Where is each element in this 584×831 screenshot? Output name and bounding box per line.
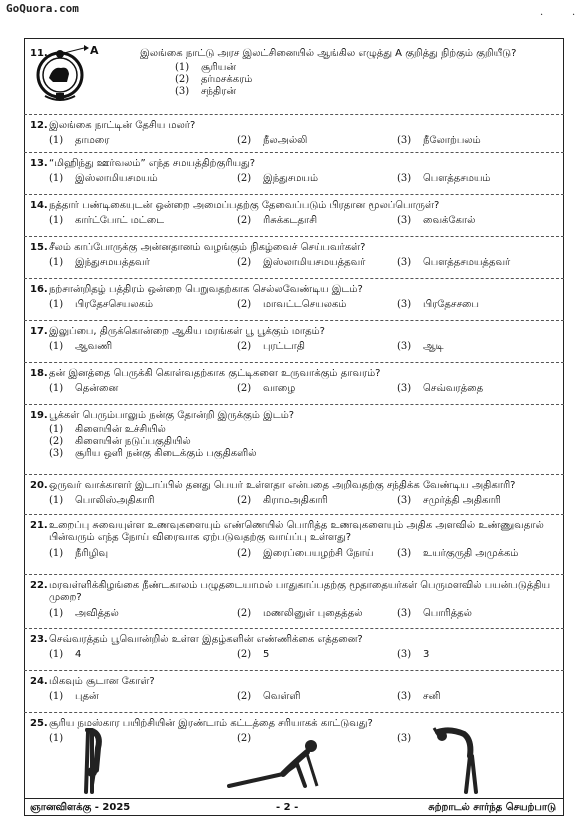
option-text: பிரதேசசபை [423,299,479,310]
page-footer [24,798,564,816]
option-label: (1) [49,257,64,268]
option-label: (2) [237,257,252,268]
answer-option-3[interactable] [397,341,444,353]
option-text: தாமரை [75,135,110,146]
answer-option-2[interactable] [237,173,318,185]
option-text: கிராமஅதிகாரி [263,495,328,506]
answer-option-2[interactable] [237,257,365,269]
option-text: சமுர்த்தி அதிகாரி [423,495,501,506]
option-label: (3) [397,649,412,660]
option-text: வைக்கோல் [423,215,476,226]
option-label: (1) [49,691,64,702]
answer-option-2[interactable] [237,299,346,311]
question-24 [30,676,558,716]
answer-option-1[interactable] [49,383,118,395]
option-text: சூரிய ஒளி நன்கு கிடைக்கும் பகுதிகளில் [75,448,257,459]
answer-option-2[interactable] [49,436,191,448]
option-label: (1) [49,299,64,310]
question-text: “மிஹிந்து ஊர்வலம்” எந்த சமயத்திற்குரியது? [49,158,256,169]
option-label: (2) [237,215,252,226]
option-label: (2) [237,383,252,394]
answer-option-3[interactable] [397,649,429,661]
question-separator [24,114,564,115]
option-label: (3) [397,215,412,226]
question-16 [30,284,558,324]
option-label: (2) [237,299,252,310]
question-number: 18. [30,368,48,379]
question-text: சீலம் காப்போருக்கு அன்னதானம் வழங்கும் நிகழ்வைச் செய்பவர்கள்? [49,242,366,253]
question-19 [30,410,558,459]
answer-option-2[interactable] [237,649,269,661]
option-text: புரட்டாதி [263,341,305,352]
answer-option-1[interactable] [175,62,236,74]
question-number: 14. [30,200,48,211]
option-text: தென்னை [75,383,119,394]
question-separator [24,628,564,629]
option-text: ஆடி [423,341,444,352]
option-text: இஸ்லாமியசமயம் [75,173,158,184]
option-label: (3) [397,733,412,744]
option-text: கிளையின் உச்சியில் [75,424,166,435]
question-text: நற்சான்றிதழ் பத்திரம் ஒன்றை பெறுவதற்காக செல்லவேண்டிய இடம்? [49,284,363,295]
question-number: 15. [30,242,48,253]
option-text: நீலஅல்லி [263,135,308,146]
answer-option-3[interactable] [397,299,479,311]
option-label: (1) [49,608,64,619]
option-label: (3) [397,608,412,619]
question-text: இலங்கை நாட்டின் தேசிய மலர்? [49,120,196,131]
option-text: வெள்ளி [263,691,301,702]
option-text: சனி [423,691,441,702]
option-text: கிளையின் நடுப்பகுதியில் [75,436,191,447]
option-label: (2) [237,173,252,184]
option-text: 4 [75,649,82,660]
option-label: (3) [397,691,412,702]
option-label: (3) [397,548,412,559]
question-separator [24,278,564,279]
option-label: (2) [237,548,252,559]
answer-option-3[interactable] [397,383,483,395]
question-separator [24,712,564,713]
answer-option-3[interactable] [397,733,423,745]
question-text: செவ்வரத்தம் பூவொன்றில் உள்ள இதழ்களின் எண்ணிக்கை எத்தனை? [49,634,363,645]
question-12 [30,120,558,160]
question-number: 11. [30,48,48,59]
answer-option-2[interactable] [237,608,363,620]
option-label: (3) [397,383,412,394]
answer-option-3[interactable] [397,608,472,620]
option-text: கார்ட்போட் மட்டை [75,215,165,226]
option-text: சந்திரன் [201,86,237,97]
question-13 [30,158,558,198]
question-separator [24,320,564,321]
question-text: இலங்கை நாட்டு அரச இலட்சினையில் ஆங்கில எழுத்து A குறித்து நிற்கும் குறியீடு? [140,48,517,59]
option-text: நீலோற்பலம் [423,135,481,146]
option-text: பௌத்தசமயம் [423,173,491,184]
question-11 [30,48,558,97]
question-number: 19. [30,410,48,421]
question-number: 12. [30,120,48,131]
option-label: (1) [49,733,64,744]
option-label: (2) [237,649,252,660]
option-text: தர்மசக்கரம் [201,74,253,85]
page-number: - 2 - [276,802,299,813]
option-text: பொலிஸ்அதிகாரி [75,495,155,506]
question-text: உறைப்பு சுவையுள்ள உணவுகளையும் எண்ணெயில் பொரித்த உணவுகளையும் அதிக அளவில் உண்ணுவதால் பின்வரும் எந்த நோய் விரைவாக ஏற்படுவதற்கு வாய்ப்பு உள்ளது? [49,520,544,543]
answer-option-1[interactable] [49,649,81,661]
question-separator [24,670,564,671]
question-number: 17. [30,326,48,337]
question-number: 25. [30,718,48,729]
option-label: (2) [237,341,252,352]
option-label: (2) [237,495,252,506]
question-separator [24,474,564,475]
answer-option-2[interactable] [237,691,300,703]
yoga-pose-forward-bend-icon[interactable] [62,728,122,794]
option-text: ஆவணி [75,341,113,352]
answer-option-2[interactable] [237,495,328,507]
option-text: 3 [423,649,430,660]
question-number: 24. [30,676,48,687]
option-label: (2) [237,135,252,146]
option-label: (3) [175,86,190,97]
answer-option-2[interactable] [237,383,295,395]
answer-option-1[interactable] [49,691,99,703]
option-text: இந்துசமயத்தவர் [75,257,150,268]
question-text: மரவள்ளிக்கிழங்கை நீண்டகாலம் பழுதடையாமல் பாதுகாப்பதற்கு மூதாதையர்கள் பெருமளவில் பயன்படுத்திய முறை? [49,580,551,603]
answer-option-1[interactable] [49,495,155,507]
option-text: பிரதேசசெயலகம் [75,299,154,310]
option-text: உயர்குருதி அமுக்கம் [423,548,519,559]
option-label: (1) [49,135,64,146]
option-text: இஸ்லாமியசமயத்தவர் [263,257,366,268]
option-text: மாவட்டசெயலகம் [263,299,347,310]
answer-option-3[interactable] [397,257,510,269]
yoga-pose-lunge-icon[interactable] [225,734,345,790]
option-label: (1) [49,649,64,660]
answer-option-3[interactable] [175,86,236,98]
option-label: (2) [237,608,252,619]
question-17 [30,326,558,366]
option-label: (1) [49,548,64,559]
question-22 [30,580,558,620]
question-text: மிகவும் சூடான கோள்? [49,676,155,687]
question-number: 21. [30,520,48,531]
option-text: புதன் [75,691,99,702]
option-label: (3) [397,341,412,352]
option-label: (3) [397,257,412,268]
emblem-marker-letter: A [90,44,99,57]
answer-option-2[interactable] [175,74,252,86]
question-number: 16. [30,284,48,295]
option-text: நீரிழிவு [75,548,109,559]
answer-option-1[interactable] [49,424,166,436]
question-separator [24,574,564,575]
option-label: (3) [397,135,412,146]
option-label: (1) [49,215,64,226]
question-separator [24,514,564,515]
question-separator [24,362,564,363]
option-text: பொரித்தல் [423,608,472,619]
option-label: (2) [237,733,252,744]
option-label: (1) [49,495,64,506]
footer-left: ஞானவிளக்கு - 2025 [30,802,131,813]
option-label: (2) [237,691,252,702]
answer-option-1[interactable] [49,215,164,227]
answer-option-3[interactable] [397,173,490,185]
question-text: பூக்கள் பெரும்பாலும் நன்கு தோன்றி இருக்கும் இடம்? [49,410,295,421]
question-number: 20. [30,480,48,491]
answer-option-1[interactable] [49,135,109,147]
answer-option-3[interactable] [397,691,441,703]
question-number: 22. [30,580,48,591]
decorative-dot: · [572,10,576,21]
option-label: (1) [49,341,64,352]
option-text: இந்துசமயம் [263,173,319,184]
option-label: (2) [49,436,64,447]
answer-option-1[interactable] [49,608,119,620]
option-text: 5 [263,649,270,660]
option-text: ரிசுக்கடதாசி [263,215,318,226]
answer-option-3[interactable] [397,135,481,147]
site-watermark: GoQuora.com [6,2,79,15]
answer-option-3[interactable] [397,215,475,227]
question-23 [30,634,558,674]
option-label: (1) [49,383,64,394]
yoga-pose-backbend-icon[interactable] [430,726,500,796]
answer-option-1[interactable] [49,257,150,269]
question-separator [24,152,564,153]
option-text: வாழை [263,383,296,394]
option-label: (3) [397,299,412,310]
question-text: நத்தார் பண்டிகையுடன் ஒன்றை அமைப்பதற்கு தேவைப்படும் பிரதான மூலப்பொருள்? [49,200,440,211]
answer-option-1[interactable] [49,548,108,560]
option-text: அவித்தல் [75,608,119,619]
option-label: (3) [397,173,412,184]
option-label: (1) [49,424,64,435]
decorative-dot: · [540,10,544,21]
question-separator [24,236,564,237]
question-number: 13. [30,158,48,169]
answer-option-2[interactable] [237,215,317,227]
option-text: இரைப்பையழற்சி நோய் [263,548,374,559]
footer-right: சுற்றாடல் சார்ந்த செயற்பாடு [428,802,556,813]
question-text: ஒருவர் வாக்காளர் இடாப்பில் தனது பெயர் உள்ளதா என்பதை அறிவதற்கு சந்திக்க வேண்டிய அதிகாரி? [49,480,516,491]
option-label: (2) [175,74,190,85]
option-text: சூரியன் [201,62,237,73]
option-label: (3) [49,448,64,459]
question-15 [30,242,558,282]
answer-option-3[interactable] [49,448,257,460]
answer-option-1[interactable] [49,299,153,311]
option-text: செவ்வரத்தை [423,383,484,394]
option-text: மணலினுள் புதைத்தல் [263,608,363,619]
option-text: பௌத்தசமயத்தவர் [423,257,511,268]
question-number: 23. [30,634,48,645]
question-text: தன் இனத்தை பெருக்கி கொள்வதற்காக குட்டிகளை உருவாக்கும் தாவரம்? [49,368,381,379]
question-14 [30,200,558,240]
answer-option-2[interactable] [237,341,305,353]
question-separator [24,194,564,195]
option-label: (1) [49,173,64,184]
question-21 [30,520,558,560]
question-text: இலுப்பை, திருக்கொன்றை ஆகிய மரங்கள் பூ பூக்கும் மாதம்? [49,326,325,337]
question-separator [24,404,564,405]
question-18 [30,368,558,408]
answer-option-1[interactable] [49,173,158,185]
answer-option-2[interactable] [237,135,307,147]
question-text: சூரிய நமஸ்கார பயிற்சியின் இரண்டாம் கட்டத்தை சரியாகக் காட்டுவது? [49,718,373,729]
option-label: (3) [397,495,412,506]
option-label: (1) [175,62,190,73]
answer-option-3[interactable] [397,495,501,507]
answer-option-3[interactable] [397,548,518,560]
answer-option-2[interactable] [237,548,373,560]
answer-option-1[interactable] [49,341,112,353]
